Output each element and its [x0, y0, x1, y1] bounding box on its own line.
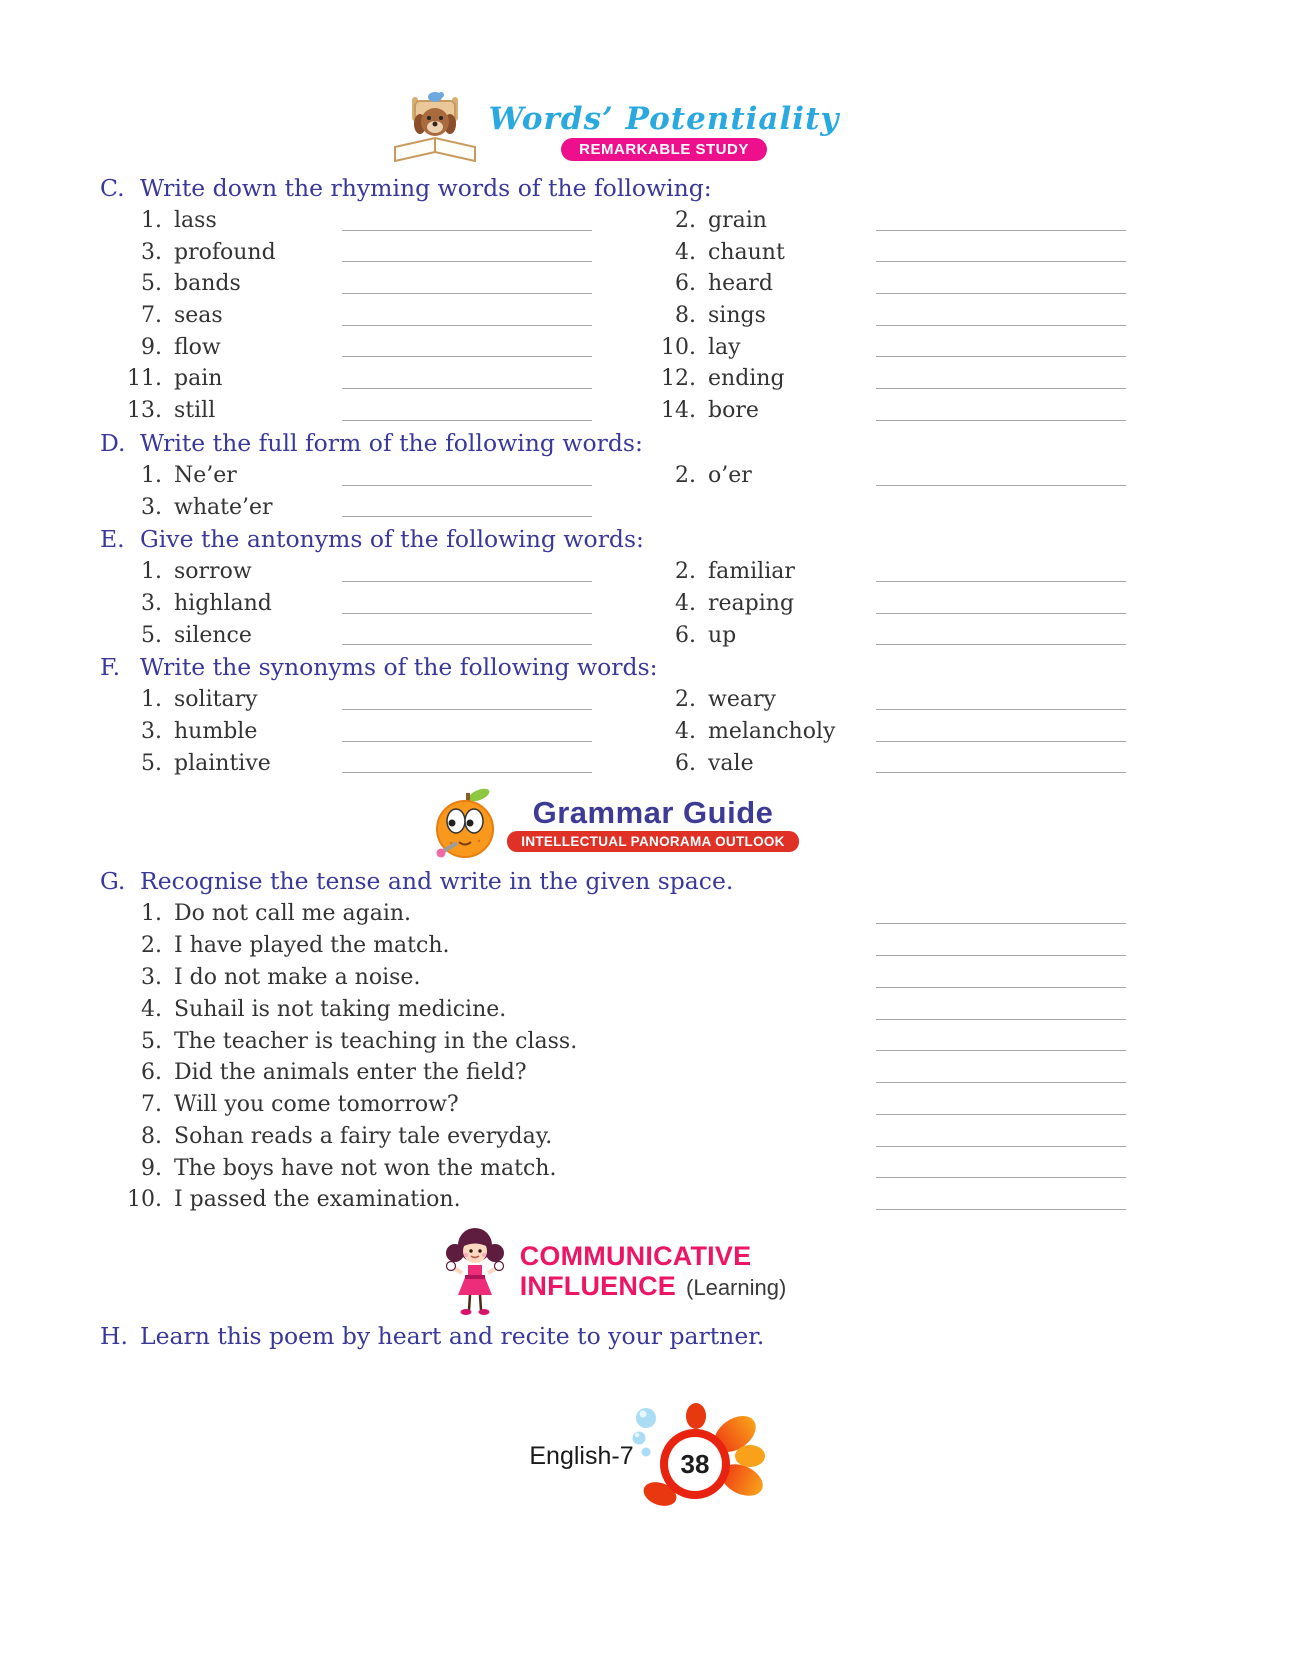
item-word: still	[174, 398, 216, 424]
item-number: 1.	[141, 559, 162, 585]
item-number: 11.	[127, 366, 162, 392]
item-number: 6.	[675, 271, 696, 297]
section-f-heading	[100, 651, 1128, 684]
item-word: grain	[708, 208, 767, 233]
answer-blank-line	[342, 620, 594, 652]
item-word: humble	[174, 718, 258, 744]
item-number: 9.	[141, 334, 162, 360]
item-number: 8.	[675, 303, 696, 329]
answer-blank-line	[876, 556, 1128, 588]
item-number: 12.	[661, 366, 696, 392]
grammar-guide-title: Grammar Guide	[532, 795, 774, 831]
item-number: 9.	[141, 1155, 162, 1181]
item-number: 10.	[127, 1187, 162, 1213]
item-word: profound	[174, 239, 276, 265]
section-title: Learn this poem by heart and recite to your partner.	[140, 1322, 765, 1351]
exercise-row	[100, 395, 1128, 427]
answer-blank-line	[876, 716, 1128, 748]
item-number: 2.	[675, 208, 696, 233]
answer-blank-line	[876, 1153, 1128, 1185]
grammar-guide-logo	[100, 783, 1128, 865]
item-word: o’er	[708, 462, 752, 488]
answer-blank-line	[876, 994, 1128, 1026]
item-word: vale	[708, 750, 754, 776]
section-c-heading	[100, 172, 1128, 205]
item-number: 5.	[141, 750, 162, 776]
section-letter: H.	[100, 1322, 128, 1351]
item-word: reaping	[708, 590, 795, 616]
answer-blank-line	[342, 460, 594, 492]
item-word: weary	[708, 687, 776, 713]
answer-blank-line	[876, 1121, 1128, 1153]
answer-blank-line	[876, 237, 1128, 269]
learning-label: (Learning)	[686, 1275, 787, 1301]
answer-blank-line	[876, 363, 1128, 395]
answer-blank-line	[342, 588, 594, 620]
answer-blank-line	[876, 300, 1128, 332]
item-word: lay	[708, 334, 741, 360]
exercise-row	[100, 716, 1128, 748]
exercise-row	[100, 588, 1128, 620]
answer-blank-line	[342, 748, 594, 780]
answer-blank-line	[876, 588, 1128, 620]
item-number: 4.	[675, 718, 696, 744]
section-letter: G.	[100, 867, 126, 896]
item-word: bands	[174, 271, 241, 297]
remarkable-study-badge: REMARKABLE STUDY	[561, 138, 767, 161]
item-number: 3.	[141, 718, 162, 744]
item-number: 3.	[141, 494, 162, 520]
item-number: 7.	[141, 1092, 162, 1118]
answer-blank-line	[876, 268, 1128, 300]
answer-blank-line	[876, 460, 1128, 492]
page-number: 38	[680, 1449, 710, 1479]
answer-blank-line	[876, 898, 1128, 930]
exercise-row	[100, 556, 1128, 588]
answer-blank-line	[876, 205, 1128, 237]
sentence-text: I have played the match.	[174, 933, 450, 959]
item-number: 7.	[141, 303, 162, 329]
tense-row	[100, 1121, 1128, 1153]
item-number: 5.	[141, 622, 162, 648]
tense-row	[100, 994, 1128, 1026]
item-word: melancholy	[708, 718, 836, 744]
words-potentiality-logo	[100, 90, 1128, 172]
answer-blank-line	[876, 684, 1128, 716]
item-number: 3.	[141, 239, 162, 265]
tense-row	[100, 1184, 1128, 1216]
exercise-row	[100, 620, 1128, 652]
item-word: solitary	[174, 687, 258, 713]
item-word: up	[708, 622, 737, 648]
tense-row	[100, 898, 1128, 930]
item-word: plaintive	[174, 750, 271, 776]
item-number: 8.	[141, 1123, 162, 1149]
answer-blank-line	[876, 1089, 1128, 1121]
section-title: Write the synonyms of the following words:	[140, 653, 658, 682]
item-word: heard	[708, 271, 773, 297]
exercise-row	[100, 332, 1128, 364]
item-word: familiar	[708, 559, 795, 585]
answer-blank-line	[342, 556, 594, 588]
answer-blank-line	[342, 268, 594, 300]
answer-blank-line	[342, 363, 594, 395]
sentence-text: The teacher is teaching in the class.	[174, 1028, 578, 1054]
tense-row	[100, 962, 1128, 994]
item-word: flow	[174, 334, 221, 360]
item-number: 5.	[141, 271, 162, 297]
answer-blank-line	[342, 492, 594, 524]
answer-blank-line	[876, 748, 1128, 780]
communicative-influence-logo	[100, 1226, 1128, 1316]
sentence-text: The boys have not won the match.	[174, 1155, 557, 1181]
dog-reading-book-icon	[389, 91, 481, 171]
words-potentiality-title: Words’ Potentiality	[488, 100, 840, 137]
item-word: bore	[708, 398, 759, 424]
sentence-text: I passed the examination.	[174, 1187, 461, 1213]
answer-blank-line	[876, 1026, 1128, 1058]
exercise-row	[100, 363, 1128, 395]
item-word: chaunt	[708, 239, 785, 265]
answer-blank-line	[342, 300, 594, 332]
item-number: 3.	[141, 964, 162, 990]
item-word: whate’er	[174, 494, 273, 520]
item-word: silence	[174, 622, 252, 648]
exercise-row	[100, 492, 1128, 524]
section-d-heading	[100, 427, 1128, 460]
answer-blank-line	[876, 930, 1128, 962]
item-number: 2.	[675, 462, 696, 488]
answer-blank-line	[342, 332, 594, 364]
section-letter: E.	[100, 525, 125, 554]
influence-label: INFLUENCE	[519, 1271, 677, 1302]
item-number: 1.	[141, 901, 162, 927]
exercise-row	[100, 684, 1128, 716]
answer-blank-line	[876, 1057, 1128, 1089]
item-word: ending	[708, 366, 785, 392]
item-number: 6.	[675, 622, 696, 648]
item-number: 2.	[675, 687, 696, 713]
answer-blank-line	[342, 716, 594, 748]
section-title: Write the full form of the following words:	[140, 428, 643, 457]
answer-blank-line	[876, 962, 1128, 994]
answer-blank-line	[876, 395, 1128, 427]
section-title: Give the antonyms of the following words:	[140, 525, 644, 554]
item-number: 4.	[141, 996, 162, 1022]
sentence-text: Do not call me again.	[174, 901, 412, 927]
sentence-text: I do not make a noise.	[174, 964, 421, 990]
item-number: 4.	[675, 239, 696, 265]
item-word: Ne’er	[174, 462, 237, 488]
tense-row	[100, 930, 1128, 962]
item-number: 2.	[675, 559, 696, 585]
item-number: 1.	[141, 462, 162, 488]
tense-row	[100, 1153, 1128, 1185]
orange-mascot-icon	[429, 785, 501, 863]
tense-row	[100, 1026, 1128, 1058]
item-number: 1.	[141, 208, 162, 233]
communicative-label: COMMUNICATIVE	[519, 1241, 752, 1272]
exercise-row	[100, 205, 1128, 237]
item-number: 1.	[141, 687, 162, 713]
item-number: 4.	[675, 590, 696, 616]
exercise-row	[100, 748, 1128, 780]
item-word: seas	[174, 303, 223, 329]
section-letter: F.	[100, 653, 121, 682]
item-number: 10.	[661, 334, 696, 360]
exercise-row	[100, 268, 1128, 300]
exercise-row	[100, 460, 1128, 492]
item-word: sorrow	[174, 559, 252, 585]
fish-page-badge-icon	[632, 1392, 767, 1520]
item-number: 3.	[141, 590, 162, 616]
answer-blank-line	[342, 205, 594, 237]
section-letter: D.	[100, 428, 126, 457]
sentence-text: Suhail is not taking medicine.	[174, 996, 507, 1022]
tense-row	[100, 1089, 1128, 1121]
item-number: 6.	[675, 750, 696, 776]
section-title: Write down the rhyming words of the following:	[140, 174, 712, 202]
answer-blank-line	[876, 620, 1128, 652]
item-number: 14.	[661, 398, 696, 424]
exercise-row	[100, 237, 1128, 269]
section-g-heading	[100, 865, 1128, 898]
page-footer	[0, 1392, 1296, 1520]
item-number: 5.	[141, 1028, 162, 1054]
sentence-text: Will you come tomorrow?	[174, 1092, 459, 1118]
book-label: English-7	[529, 1441, 634, 1470]
exercise-row	[100, 300, 1128, 332]
section-e-heading	[100, 523, 1128, 556]
girl-mascot-icon	[442, 1225, 508, 1317]
section-h-heading	[100, 1320, 1128, 1353]
item-word: pain	[174, 366, 223, 392]
sentence-text: Sohan reads a fairy tale everyday.	[174, 1123, 553, 1149]
section-letter: C.	[100, 174, 125, 202]
intellectual-panorama-badge: INTELLECTUAL PANORAMA OUTLOOK	[507, 831, 798, 852]
answer-blank-line	[876, 1184, 1128, 1216]
item-number: 13.	[127, 398, 162, 424]
tense-row	[100, 1057, 1128, 1089]
item-number: 6.	[141, 1060, 162, 1086]
item-word: highland	[174, 590, 272, 616]
sentence-text: Did the animals enter the field?	[174, 1060, 527, 1086]
answer-blank-line	[342, 395, 594, 427]
item-word: lass	[174, 208, 217, 233]
answer-blank-line	[342, 684, 594, 716]
answer-blank-line	[876, 332, 1128, 364]
item-word: sings	[708, 303, 766, 329]
section-title: Recognise the tense and write in the given space.	[140, 867, 734, 896]
item-number: 2.	[141, 933, 162, 959]
answer-blank-line	[342, 237, 594, 269]
